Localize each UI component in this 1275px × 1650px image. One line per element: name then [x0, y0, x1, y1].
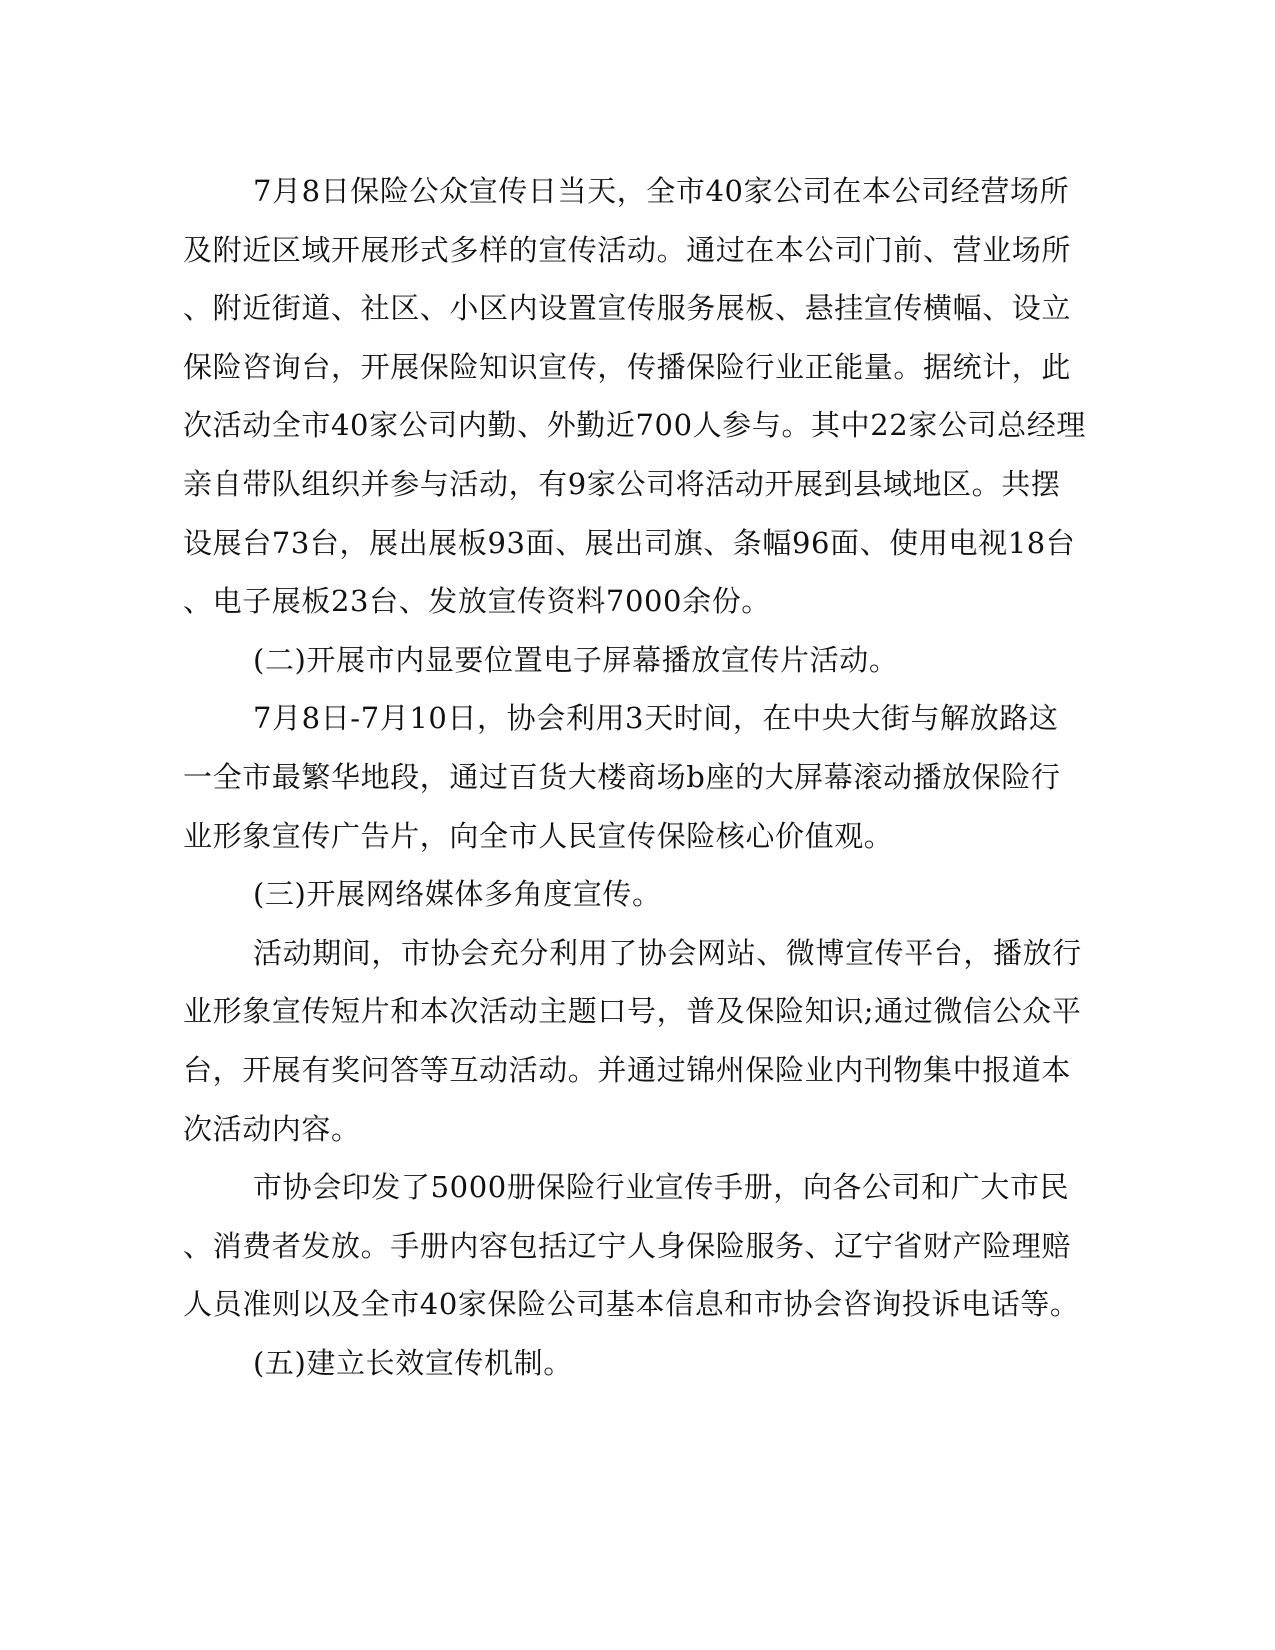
text-line: 、消费者发放。手册内容包括辽宁人身保险服务、辽宁省财产险理赔 [183, 1228, 1072, 1263]
text-line: 及附近区域开展形式多样的宣传活动。通过在本公司门前、营业场所 [183, 232, 1072, 267]
text-line: 、电子展板23台、发放宣传资料7000余份。 [183, 584, 771, 619]
text-line: 业形象宣传短片和本次活动主题口号，普及保险知识;通过微信公众平 [183, 994, 1082, 1029]
text-line: (三)开展网络媒体多角度宣传。 [253, 877, 662, 912]
paragraph-activity-day [183, 162, 1086, 631]
section-heading-2 [183, 631, 1033, 690]
paragraph-online-media [183, 924, 1082, 1158]
text-line: 一全市最繁华地段，通过百货大楼商场b座的大屏幕滚动播放保险行 [183, 759, 1061, 794]
text-line: 、附近街道、社区、小区内设置宣传服务展板、悬挂宣传横幅、设立 [183, 291, 1072, 326]
text-line: 活动期间，市协会充分利用了协会网站、微博宣传平台，播放行 [253, 935, 1082, 970]
document-body [183, 162, 1086, 1392]
text-line: 次活动内容。 [183, 1111, 361, 1146]
text-line: (五)建立长效宣传机制。 [253, 1345, 573, 1380]
text-line: 人员准则以及全市40家保险公司基本信息和市协会咨询投诉电话等。 [183, 1287, 1080, 1322]
text-line: 7月8日-7月10日，协会利用3天时间，在中央大街与解放路这 [253, 701, 1059, 736]
paragraph-screen-broadcast [183, 689, 1061, 865]
text-line: 设展台73台，展出展板93面、展出司旗、条幅96面、使用电视18台 [183, 525, 1076, 560]
section-heading-3 [183, 865, 1033, 924]
section-heading-5 [183, 1334, 1033, 1393]
text-line: 次活动全市40家公司内勤、外勤近700人参与。其中22家公司总经理 [183, 408, 1086, 443]
text-line: 保险咨询台，开展保险知识宣传，传播保险行业正能量。据统计，此 [183, 349, 1072, 384]
text-line: 市协会印发了5000册保险行业宣传手册，向各公司和广大市民 [253, 1170, 1070, 1205]
text-line: 7月8日保险公众宣传日当天，全市40家公司在本公司经营场所 [253, 174, 1070, 208]
text-line: 业形象宣传广告片，向全市人民宣传保险核心价值观。 [183, 818, 894, 853]
paragraph-handbook [183, 1158, 1080, 1334]
text-line: 亲自带队组织并参与活动，有9家公司将活动开展到县域地区。共摆 [183, 466, 1061, 501]
text-line: 台，开展有奖问答等互动活动。并通过锦州保险业内刊物集中报道本 [183, 1052, 1072, 1087]
text-line: (二)开展市内显要位置电子屏幕播放宣传片活动。 [253, 642, 899, 677]
